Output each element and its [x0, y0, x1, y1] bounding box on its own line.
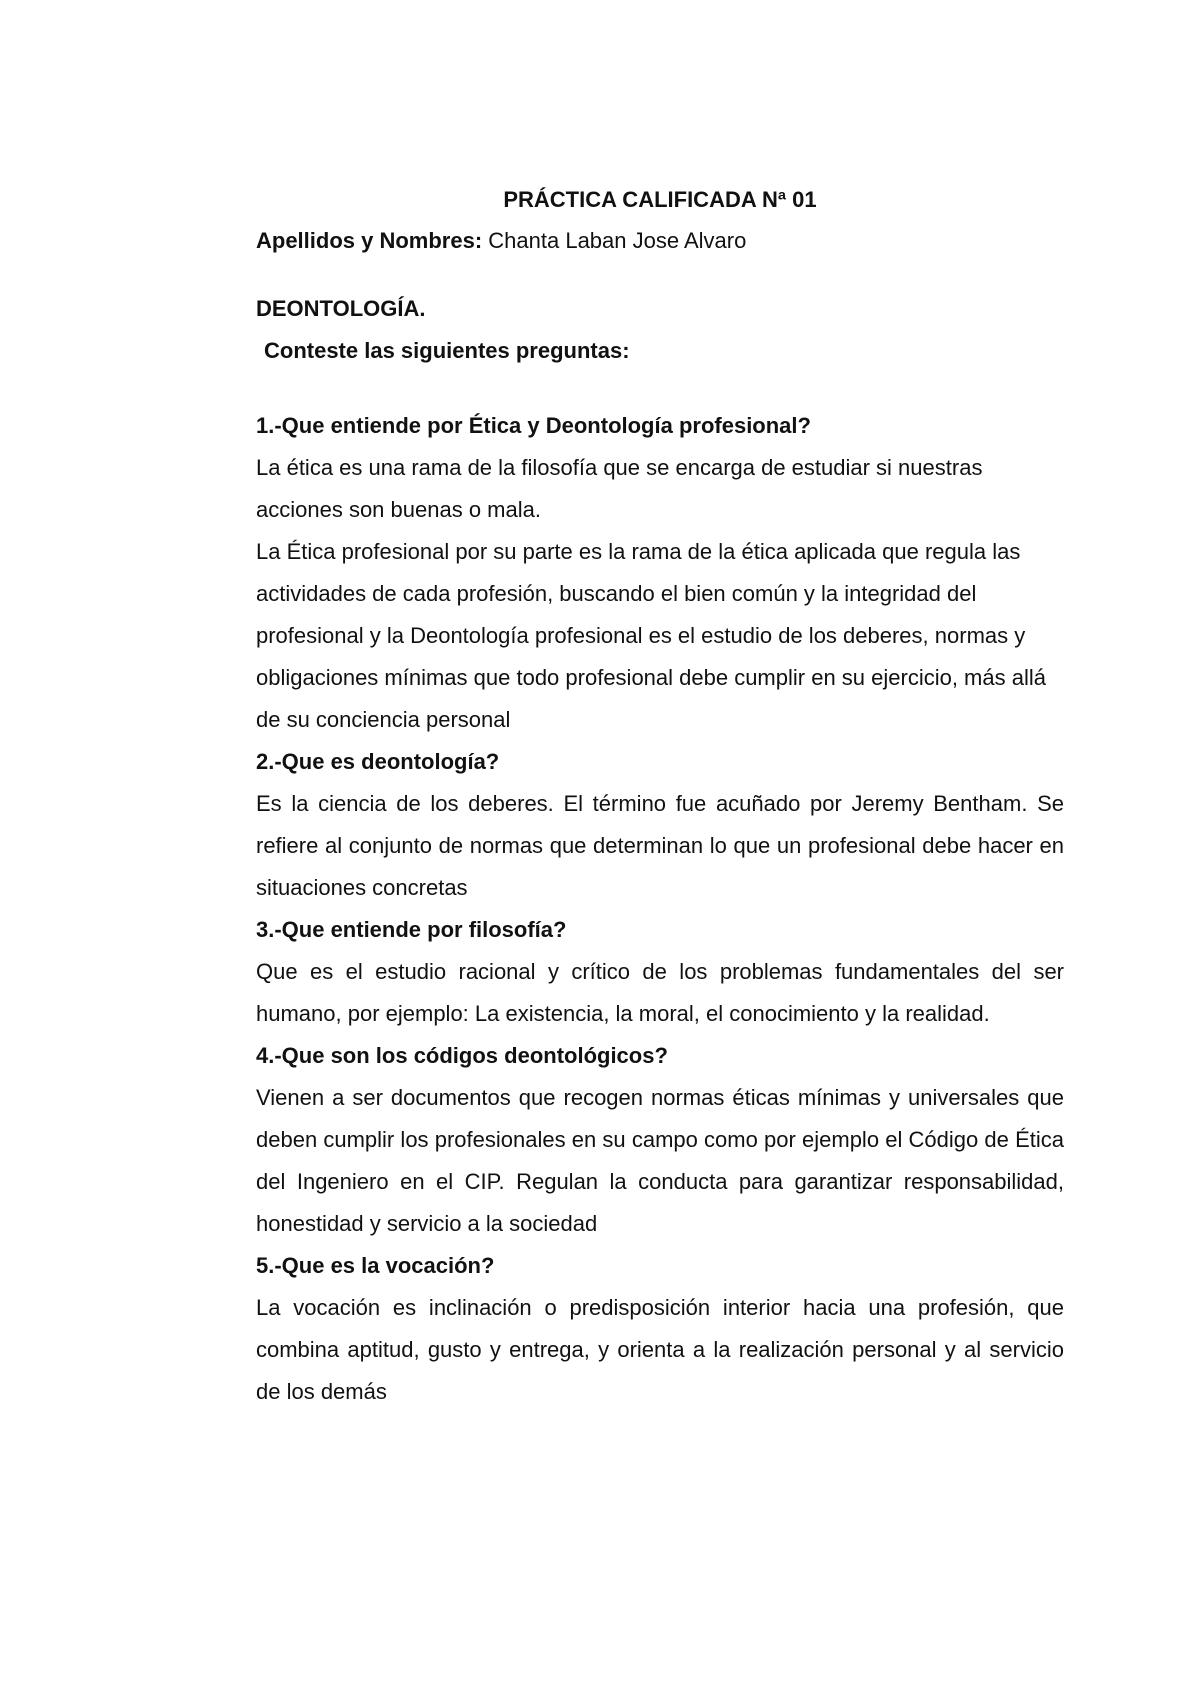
question-3: 3.-Que entiende por filosofía? [256, 917, 567, 942]
answer-1-paragraph-1: La ética es una rama de la filosofía que se encarga de estudiar si nuestras acciones son buenas o mala. [256, 455, 983, 522]
answer-3: Que es el estudio racional y crítico de los problemas fundamentales del ser humano, por ejemplo: La existencia, la moral, el conocimiento y la realidad. [256, 959, 1064, 1026]
answer-4: Vienen a ser documentos que recogen normas éticas mínimas y universales que deben cumplir los profesionales en su campo como por ejemplo el Código de Ética del Ingeniero en el CIP. Regulan la conducta para garantizar responsabilidad, honestidad y servicio a la sociedad [256, 1085, 1064, 1236]
instruction-text: Conteste las siguientes preguntas: [264, 338, 630, 363]
document-body [256, 180, 1064, 1413]
document-title: PRÁCTICA CALIFICADA Nª 01 [503, 187, 817, 212]
student-name-value: Chanta Laban Jose Alvaro [488, 228, 747, 253]
answer-2: Es la ciencia de los deberes. El término fue acuñado por Jeremy Bentham. Se refiere al conjunto de normas que determinan lo que un profesional debe hacer en situaciones concretas [256, 791, 1064, 900]
question-1: 1.-Que entiende por Ética y Deontología profesional? [256, 413, 811, 438]
question-2: 2.-Que es deontología? [256, 749, 500, 774]
course-heading: DEONTOLOGÍA. [256, 296, 426, 321]
answer-5: La vocación es inclinación o predisposición interior hacia una profesión, que combina aptitud, gusto y entrega, y orienta a la realización personal y al servicio de los demás [256, 1295, 1064, 1404]
question-5: 5.-Que es la vocación? [256, 1253, 495, 1278]
question-4: 4.-Que son los códigos deontológicos? [256, 1043, 668, 1068]
answer-1-paragraph-2: La Ética profesional por su parte es la rama de la ética aplicada que regula las actividades de cada profesión, buscando el bien común y la integridad del profesional y la Deontología profesional es el estudio de los deberes, normas y obligaciones mínimas que todo profesional debe cumplir en su ejercicio, más allá de su conciencia personal [256, 539, 1046, 732]
student-name-label: Apellidos y Nombres: [256, 228, 483, 253]
student-name-line [256, 220, 1064, 262]
